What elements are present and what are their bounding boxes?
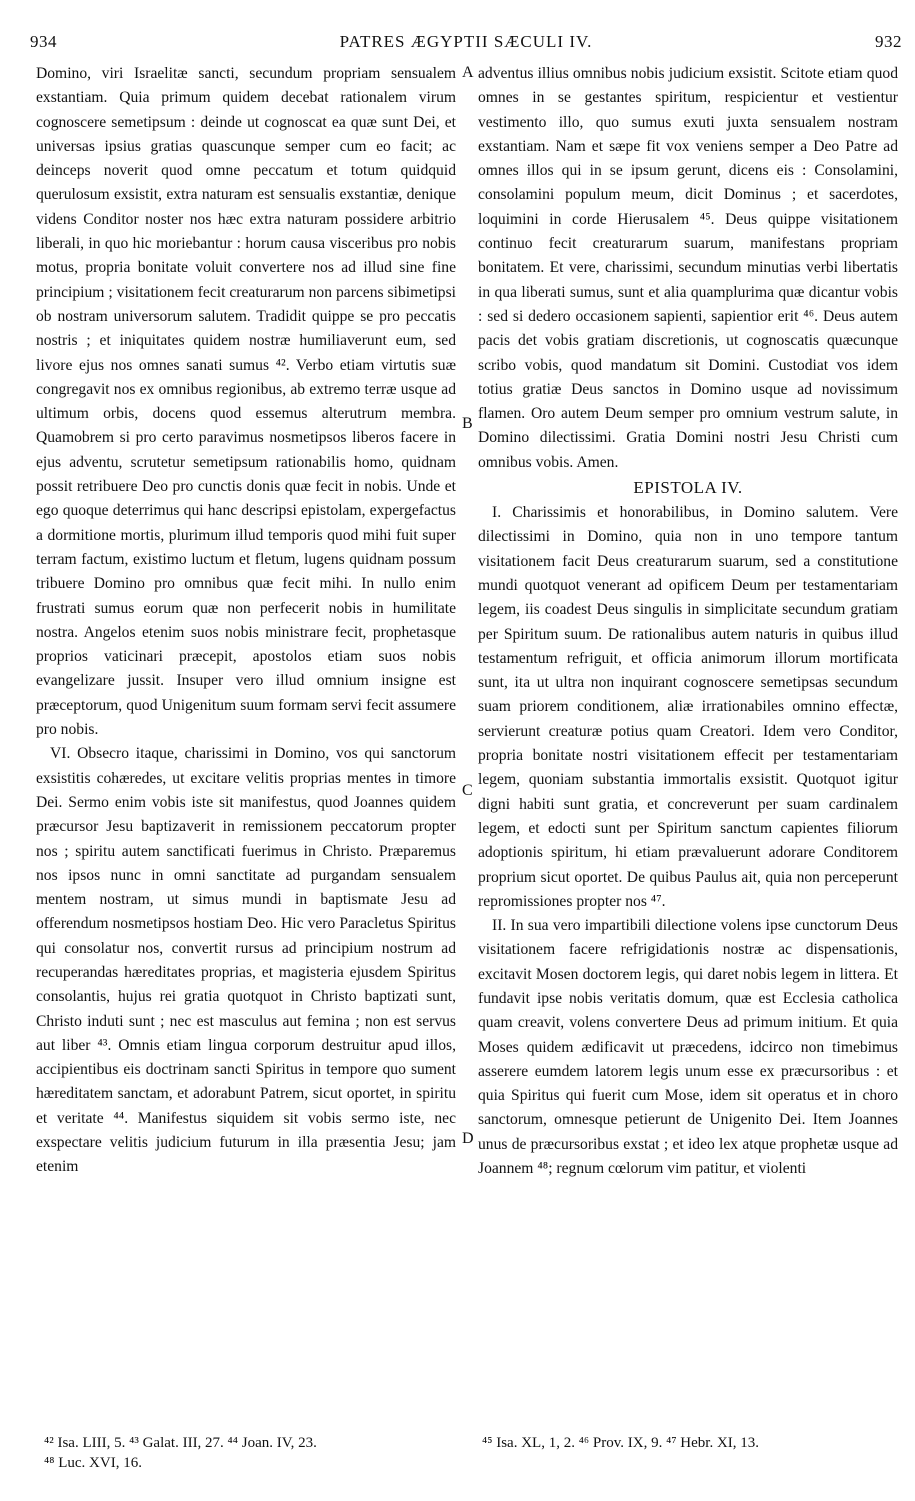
page-number-left: 934 — [30, 32, 57, 51]
margin-letter: B — [462, 415, 473, 432]
left-paragraph: VI. Obsecro itaque, charissimi in Domino, vos qui sanctorum exsistitis cohæredes, ut excitare velitis proprias mentes in timore Dei. Sermo enim vobis iste sit manifestus, quod Joannes quidem præcursor Jesu baptizaverit in remissionem peccatorum propter nos ; spiritu autem sanctificati fuerimus in Christo. Præparemus nos ipsos nunc in omni sanctitate ad purgandam sensualem mentem nostram, ut simus mundi in baptismate Jesu ad offerendum nosmetipsos hostiam Deo. Hic vero Paracletus Spiritus qui consolatur nos, convertit rursus ad principium nostrum ad recuperandas hæreditates proprias, et magisteria ejusdem Spiritus consolantis, hujus rei gratia quotquot in Christo baptizati sunt, Christo induti sunt ; nec est masculus aut femina ; non est servus aut liber ⁴³. Omnis etiam lingua corporum destruitur apud illos, accipientibus eis doctrinam sancti Spiritus in tempore quo sument hæreditatem sanctam, et adorabunt Patrem, sicut oportet, in spiritu et veritate ⁴⁴. Manifestus siquidem sit vobis sermo iste, nec exspectare velitis judicium futurum in illa præsentia Jesu; jam etenim — [36, 745, 456, 1176]
margin-letter: A — [462, 64, 474, 81]
footnote-line: ⁴⁵ Isa. XL, 1, 2. ⁴⁶ Prov. IX, 9. ⁴⁷ Hebr. XI, 13. — [482, 1435, 760, 1451]
margin-letter: D — [462, 1130, 474, 1147]
running-header — [30, 32, 902, 54]
epistola-heading: EPISTOLA IV. — [633, 478, 743, 498]
left-paragraph: Domino, viri Israelitæ sancti, secundum propriam sensualem exstantiam. Quia primum quidem decebat rationalem virum cognoscere semetipsum : deinde ut cognoscat ea quæ sunt Dei, et universas ipsius gratias quascunque semper cum eo facit; ac deinceps noverit quod omne peccatum et totum quidquid querulosum exsistit, extra naturam est sensualis exstantiæ, denique videns Conditor noster nos hæc extra naturam possidere arbitrio liberali, in quo hic moriebantur : horum causa visceribus pro nobis motus, propria bonitate voluit convertere nos ad illud sine fine principium ; visitationem fecit creaturarum non parcens sibimetipsi ob nostram universorum salutem. Tradidit quippe se pro peccatis nostris ; et iniquitates quidem nostræ humiliaverunt eum, sed livore ejus nos omnes sanati sumus ⁴². Verbo etiam virtutis suæ congregavit nos ex omnibus regionibus, ab extremo terræ usque ad ultimum orbis, docens quod essemus alterutrum membra. Quamobrem si pro certo paravimus nosmetipsos liberos facere in ejus adventu, scrutetur semetipsum rationabilis homo, quidnam possit retribuere Deo pro cunctis donis quæ fecit in nobis. Unde et ego quoque deterrimus qui hanc descripsi epistolam, expergefactus a dormitione mortis, plurimum illud temporis quod mihi fuit super terram factum, existimo luctum et fletum, lugens quidnam possum tribuere Domino pro omnibus quæ fecit mihi. In nullo enim frustrati sumus eorum quæ non perfecerit nobis in humilitate nostra. Angelos etenim suos nobis ministrare fecit, prophetasque proprios vaticinari præcepit, apostolos etiam suos nobis evangelizare jussit. Insuper vero illud omnium insigne est præceptorum, quod Unigenitum suum formam servi fecit assumere pro nobis. — [36, 65, 456, 739]
right-column — [478, 62, 898, 1181]
right-paragraph: I. Charissimis et honorabilibus, in Domino salutem. Vere dilectissimi in Domino, quia non in uno tempore tantum visitationem facit Deus creaturarum suarum, sed a constitutione mundi quotquot venerant ad opificem Deum per testamentariam legem, iis coadest Deus singulis in simplicitate secundum gratiam per Spiritum suum. De rationalibus autem naturis in quibus illud testamentum refriguit, et officia animorum illorum mortificata sunt, ita ut ultra non inquirant cognoscere semetipsas secundum suam priorem conditionem, aliæ irrationabiles omnino effectæ, servierunt creaturæ potius quam Creatori. Idem vero Conditor, propria bonitate nostri visitationem effecit per testamentariam legem, quoniam substantia immortalis exsistit. Quotquot igitur digni habiti sunt gratia, et concreverunt per suam cardinalem legem, et edocti sunt per Spiritum sanctum capientes filiorum adoptionis spiritum, hi etiam prævaluerunt adorare Conditorem proprium sicut oportet. De quibus Paulus ait, quia non perceperunt repromissiones propter nos ⁴⁷. — [478, 504, 898, 910]
margin-letter: C — [462, 782, 473, 799]
left-column — [36, 62, 456, 1180]
page-title: PATRES ÆGYPTII SÆCULI IV. — [339, 32, 593, 51]
page-number-right: 932 — [875, 32, 902, 51]
footnote-line: ⁴² Isa. LIII, 5. ⁴³ Galat. III, 27. ⁴⁴ Joan. IV, 23. — [44, 1435, 317, 1451]
footnotes-right — [482, 1433, 900, 1453]
right-paragraph: II. In sua vero impartibili dilectione volens ipse cunctorum Deus visitationem facere refrigidationis nostræ ac dispensationis, excitavit Mosen doctorem legis, qui daret nobis legem in littera. Et fundavit ipse nobis veritatis domum, quæ est Ecclesia catholica quam creavit, volens convertere Deus ad primum initium. Et quia Moses quidem ædificavit ut præcedens, idcirco non timebimus asserere eumdem latorem legis unum esse ex præcursoribus : et quia Spiritus qui fuerit cum Mose, idem sit operatus et in choro sanctorum, omnesque petierunt de Unigenito Dei. Item Joannes unus de præcursoribus exstat ; et ideo lex atque prophetæ usque ad Joannem ⁴⁸; regnum cœlorum vim patitur, et violenti — [478, 917, 898, 1178]
footnote-line: ⁴⁸ Luc. XVI, 16. — [44, 1455, 142, 1471]
footnotes-left — [44, 1433, 456, 1473]
right-paragraph: adventus illius omnibus nobis judicium exsistit. Scitote etiam quod omnes in se gestantes spiritum, respicientur et vestientur vestimento illo, quo sumus exuti juxta sensualem nostram exstantiam. Nam et sæpe fit vox veniens semper a Deo Patre ad omnes illos qui in se ipsum gerunt, dicens eis : Consolamini, consolamini populum meum, dicit Dominus ; et sacerdotes, loquimini in corde Hierusalem ⁴⁵. Deus quippe visitationem continuo fecit creaturarum suarum, manifestans propriam bonitatem. Et vere, charissimi, secundum minutias verbi libertatis in qua liberati sumus, sunt et alia quamplurima quæ dicantur vobis : sed si dedero occasionem sapienti, sapientior erit ⁴⁶. Deus autem pacis det vobis gratiam discretionis, ut cognoscatis quæcunque scribo vobis, quod mandatum sit Domini. Custodiat vos idem totius gratiæ Deus sanctos in Domino usque ad novissimum flamen. Oro autem Deum semper pro omnium vestrum salute, in Domino dilectissimi. Gratia Domini nostri Jesu Christi cum omnibus vobis. Amen. — [478, 65, 898, 471]
